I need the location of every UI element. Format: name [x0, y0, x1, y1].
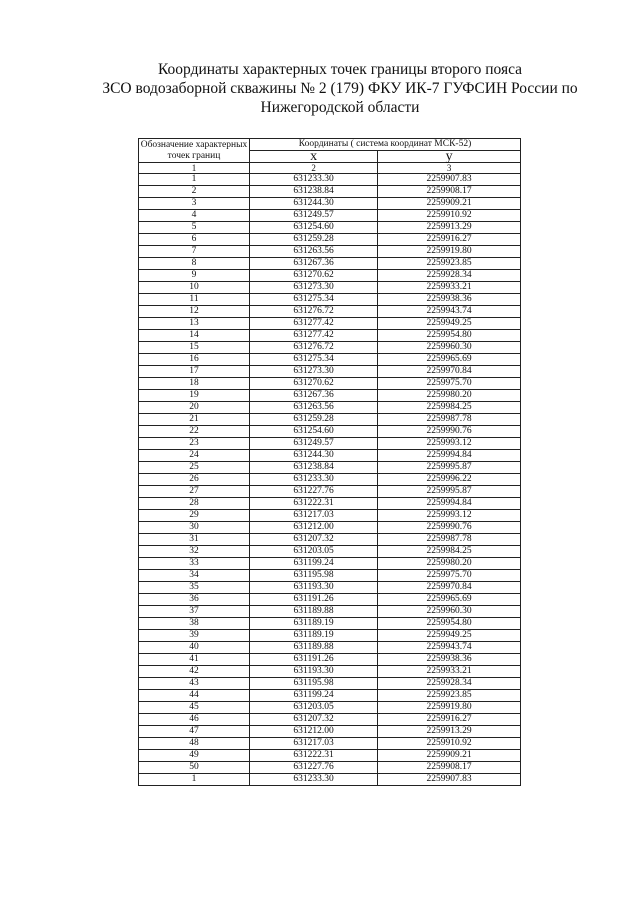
coord-x: 631275.34: [250, 354, 378, 366]
coord-y: 2259954.80: [378, 330, 521, 342]
table-row: [139, 714, 521, 726]
coord-x: 631195.98: [250, 570, 378, 582]
coord-x: 631270.62: [250, 270, 378, 282]
coord-x: 631233.30: [250, 174, 378, 186]
table-row: [139, 390, 521, 402]
point-number: 6: [139, 234, 250, 246]
point-number: 10: [139, 282, 250, 294]
table-row: [139, 642, 521, 654]
coord-x: 631189.88: [250, 642, 378, 654]
point-number: 32: [139, 546, 250, 558]
coordinates-table: [138, 138, 521, 786]
table-row: [139, 198, 521, 210]
point-number: 28: [139, 498, 250, 510]
table-row: [139, 774, 521, 786]
coord-x: 631199.24: [250, 690, 378, 702]
coord-x: 631189.88: [250, 606, 378, 618]
coord-x: 631191.26: [250, 594, 378, 606]
point-number: 9: [139, 270, 250, 282]
point-number: 1: [139, 774, 250, 786]
point-number: 8: [139, 258, 250, 270]
coord-x: 631263.56: [250, 246, 378, 258]
coord-y: 2259910.92: [378, 210, 521, 222]
table-row: [139, 414, 521, 426]
coord-y: 2259938.36: [378, 294, 521, 306]
table-row: [139, 678, 521, 690]
table-row: [139, 498, 521, 510]
coord-y: 2259916.27: [378, 714, 521, 726]
coord-y: 2259990.76: [378, 426, 521, 438]
point-number: 13: [139, 318, 250, 330]
table-row: [139, 582, 521, 594]
point-number: 44: [139, 690, 250, 702]
point-number: 42: [139, 666, 250, 678]
coord-x: 631267.36: [250, 258, 378, 270]
header-coordinates: Координаты ( система координат МСК-52): [250, 139, 521, 151]
point-number: 46: [139, 714, 250, 726]
coord-y: 2259919.80: [378, 246, 521, 258]
table-row: [139, 378, 521, 390]
table-row: [139, 474, 521, 486]
coord-y: 2259960.30: [378, 606, 521, 618]
table-row: [139, 510, 521, 522]
coord-y: 2259908.17: [378, 186, 521, 198]
point-number: 30: [139, 522, 250, 534]
point-number: 48: [139, 738, 250, 750]
table-row: [139, 294, 521, 306]
coord-x: 631273.30: [250, 366, 378, 378]
point-number: 33: [139, 558, 250, 570]
point-number: 49: [139, 750, 250, 762]
point-number: 40: [139, 642, 250, 654]
point-number: 15: [139, 342, 250, 354]
coord-x: 631249.57: [250, 210, 378, 222]
table-row: [139, 270, 521, 282]
coord-y: 2259949.25: [378, 318, 521, 330]
coord-x: 631276.72: [250, 306, 378, 318]
coord-x: 631222.31: [250, 498, 378, 510]
point-number: 4: [139, 210, 250, 222]
coord-x: 631254.60: [250, 222, 378, 234]
point-number: 18: [139, 378, 250, 390]
table-row: [139, 330, 521, 342]
coord-x: 631238.84: [250, 186, 378, 198]
point-number: 24: [139, 450, 250, 462]
table-row: [139, 282, 521, 294]
table-row: [139, 666, 521, 678]
table-row: [139, 558, 521, 570]
coord-y: 2259965.69: [378, 594, 521, 606]
coord-y: 2259933.21: [378, 282, 521, 294]
coord-y: 2259987.78: [378, 414, 521, 426]
coord-y: 2259995.87: [378, 462, 521, 474]
coord-x: 631227.76: [250, 486, 378, 498]
coord-x: 631203.05: [250, 702, 378, 714]
header-point-name: Обозначение характерных точек границ: [139, 139, 250, 163]
point-number: 12: [139, 306, 250, 318]
coord-y: 2259995.87: [378, 486, 521, 498]
point-number: 29: [139, 510, 250, 522]
table-row: [139, 186, 521, 198]
table-row: [139, 654, 521, 666]
coord-y: 2259975.70: [378, 378, 521, 390]
coord-x: 631249.57: [250, 438, 378, 450]
coord-x: 631270.62: [250, 378, 378, 390]
point-number: 5: [139, 222, 250, 234]
coord-y: 2259960.30: [378, 342, 521, 354]
coord-x: 631207.32: [250, 534, 378, 546]
point-number: 37: [139, 606, 250, 618]
coord-y: 2259994.84: [378, 450, 521, 462]
coord-x: 631233.30: [250, 774, 378, 786]
coord-x: 631276.72: [250, 342, 378, 354]
coord-y: 2259965.69: [378, 354, 521, 366]
coord-y: 2259928.34: [378, 678, 521, 690]
coord-x: 631203.05: [250, 546, 378, 558]
coord-y: 2259938.36: [378, 654, 521, 666]
coord-y: 2259909.21: [378, 750, 521, 762]
coord-y: 2259907.83: [378, 174, 521, 186]
coord-x: 631191.26: [250, 654, 378, 666]
coord-y: 2259933.21: [378, 666, 521, 678]
coord-y: 2259919.80: [378, 702, 521, 714]
coord-y: 2259993.12: [378, 438, 521, 450]
coord-x: 631259.28: [250, 414, 378, 426]
coord-x: 631267.36: [250, 390, 378, 402]
point-number: 17: [139, 366, 250, 378]
coord-x: 631254.60: [250, 426, 378, 438]
coord-x: 631195.98: [250, 678, 378, 690]
table-row: [139, 366, 521, 378]
header-y: y: [378, 151, 521, 163]
coord-y: 2259913.29: [378, 222, 521, 234]
coord-y: 2259996.22: [378, 474, 521, 486]
coord-x: 631217.03: [250, 738, 378, 750]
table-row: [139, 726, 521, 738]
point-number: 3: [139, 198, 250, 210]
coord-y: 2259990.76: [378, 522, 521, 534]
coord-y: 2259994.84: [378, 498, 521, 510]
coord-y: 2259987.78: [378, 534, 521, 546]
coord-y: 2259980.20: [378, 390, 521, 402]
point-number: 35: [139, 582, 250, 594]
coord-y: 2259910.92: [378, 738, 521, 750]
title-line-1: Координаты характерных точек границы второго пояса: [157, 61, 523, 78]
column-index: 3: [378, 163, 521, 174]
document-title: [60, 60, 620, 117]
table-row: [139, 750, 521, 762]
table-row: [139, 306, 521, 318]
coord-y: 2259928.34: [378, 270, 521, 282]
table-row: [139, 438, 521, 450]
table-row: [139, 354, 521, 366]
table-row: [139, 690, 521, 702]
table-row: [139, 546, 521, 558]
coord-y: 2259943.74: [378, 642, 521, 654]
coord-x: 631277.42: [250, 330, 378, 342]
coord-x: 631273.30: [250, 282, 378, 294]
table-row: [139, 570, 521, 582]
table-row: [139, 318, 521, 330]
table-row: [139, 402, 521, 414]
table-row: [139, 522, 521, 534]
table-row: [139, 462, 521, 474]
table-row: [139, 594, 521, 606]
table-row: [139, 426, 521, 438]
point-number: 19: [139, 390, 250, 402]
point-number: 27: [139, 486, 250, 498]
table-row: [139, 210, 521, 222]
point-number: 25: [139, 462, 250, 474]
table-row: [139, 258, 521, 270]
point-number: 14: [139, 330, 250, 342]
coord-x: 631244.30: [250, 198, 378, 210]
coord-y: 2259943.74: [378, 306, 521, 318]
coord-y: 2259916.27: [378, 234, 521, 246]
title-line-3: Нижегородской области: [260, 99, 420, 116]
coord-x: 631189.19: [250, 630, 378, 642]
point-number: 45: [139, 702, 250, 714]
point-number: 22: [139, 426, 250, 438]
coord-y: 2259949.25: [378, 630, 521, 642]
coord-y: 2259907.83: [378, 774, 521, 786]
coord-x: 631207.32: [250, 714, 378, 726]
point-number: 7: [139, 246, 250, 258]
coord-y: 2259970.84: [378, 366, 521, 378]
coord-y: 2259954.80: [378, 618, 521, 630]
point-number: 34: [139, 570, 250, 582]
coord-x: 631193.30: [250, 582, 378, 594]
title-line-2: ЗСО водозаборной скважины № 2 (179) ФКУ ИК-7 ГУФСИН России по: [102, 80, 578, 97]
table-row: [139, 738, 521, 750]
table-row: [139, 486, 521, 498]
point-number: 1: [139, 174, 250, 186]
coord-y: 2259984.25: [378, 402, 521, 414]
coord-x: 631259.28: [250, 234, 378, 246]
table-row: [139, 606, 521, 618]
point-number: 39: [139, 630, 250, 642]
point-number: 36: [139, 594, 250, 606]
point-number: 2: [139, 186, 250, 198]
coord-y: 2259993.12: [378, 510, 521, 522]
table-row: [139, 702, 521, 714]
point-number: 38: [139, 618, 250, 630]
coord-y: 2259913.29: [378, 726, 521, 738]
point-number: 21: [139, 414, 250, 426]
point-number: 23: [139, 438, 250, 450]
table-row: [139, 630, 521, 642]
column-index: 1: [139, 163, 250, 174]
coord-x: 631263.56: [250, 402, 378, 414]
coord-x: 631212.00: [250, 726, 378, 738]
coord-y: 2259923.85: [378, 690, 521, 702]
point-number: 20: [139, 402, 250, 414]
table-row: [139, 234, 521, 246]
coord-x: 631227.76: [250, 762, 378, 774]
coord-x: 631275.34: [250, 294, 378, 306]
table-row: [139, 534, 521, 546]
coord-x: 631222.31: [250, 750, 378, 762]
coord-x: 631193.30: [250, 666, 378, 678]
coord-y: 2259984.25: [378, 546, 521, 558]
coord-y: 2259970.84: [378, 582, 521, 594]
coord-y: 2259980.20: [378, 558, 521, 570]
point-number: 41: [139, 654, 250, 666]
table-row: [139, 450, 521, 462]
coord-x: 631277.42: [250, 318, 378, 330]
coord-x: 631212.00: [250, 522, 378, 534]
coord-x: 631217.03: [250, 510, 378, 522]
point-number: 26: [139, 474, 250, 486]
point-number: 43: [139, 678, 250, 690]
header-x: x: [250, 151, 378, 163]
coord-y: 2259923.85: [378, 258, 521, 270]
table-row: [139, 762, 521, 774]
coord-y: 2259975.70: [378, 570, 521, 582]
coord-x: 631244.30: [250, 450, 378, 462]
table-row: [139, 246, 521, 258]
point-number: 16: [139, 354, 250, 366]
point-number: 47: [139, 726, 250, 738]
point-number: 11: [139, 294, 250, 306]
coord-x: 631233.30: [250, 474, 378, 486]
coord-x: 631238.84: [250, 462, 378, 474]
table-row: [139, 342, 521, 354]
coord-y: 2259908.17: [378, 762, 521, 774]
point-number: 50: [139, 762, 250, 774]
coord-y: 2259909.21: [378, 198, 521, 210]
coord-x: 631199.24: [250, 558, 378, 570]
table-row: [139, 618, 521, 630]
point-number: 31: [139, 534, 250, 546]
column-index: 2: [250, 163, 378, 174]
table-row: [139, 174, 521, 186]
table-row: [139, 222, 521, 234]
column-index-row: [139, 163, 521, 174]
coord-x: 631189.19: [250, 618, 378, 630]
